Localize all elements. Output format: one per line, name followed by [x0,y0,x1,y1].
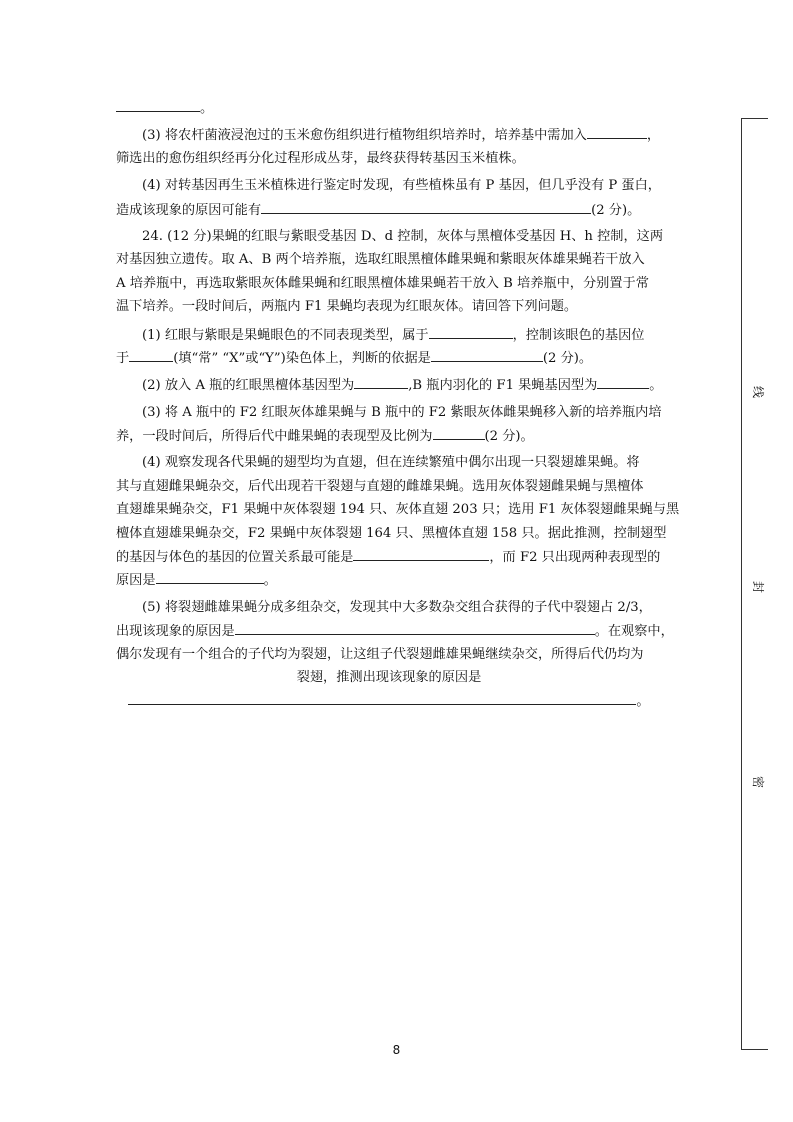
text-line: 养，一段时间后，所得后代中雌果蝇的表现型及比例为 (2 分)。 [116,424,662,447]
answer-blank[interactable] [261,198,591,214]
text-line: 对基因独立遗传。取 A、B 两个培养瓶，选取红眼黑檀体雌果蝇和紫眼灰体雄果蝇若干放入 [116,252,645,268]
answer-blank[interactable] [597,373,649,389]
answer-blank[interactable] [129,346,173,362]
text-line: (3) 将农杆菌液浸泡过的玉米愈伤组织进行植物组织培养时，培养基中需加入 ， [116,123,662,146]
answer-blank[interactable] [431,346,543,362]
answer-blank[interactable] [353,545,489,561]
text-line: 檀体直翅雄果蝇杂交，F2 果蝇中灰体裂翅 164 只、黑檀体直翅 158 只。据此推测，控制翅型 [116,525,667,541]
text-line: (3) 将 A 瓶中的 F2 红眼灰体雄果蝇与 B 瓶中的 F2 紫眼灰体雌果蝇移入新的培养瓶内培 [142,404,662,420]
binding-mark-xian: 线 [751,385,765,398]
text-line: 其与直翅雌果蝇杂交，后代出现若干裂翅与直翅的雌雄果蝇。选用灰体裂翅雌果蝇与黑檀体 [116,478,644,494]
text-line: 原因是 。 [116,568,662,591]
answer-blank[interactable] [429,323,513,339]
text-line: 直翅雄果蝇杂交，F1 果蝇中灰体裂翅 194 只、灰体直翅 203 只；选用 F1 灰体裂翅雌果蝇与黑 [116,502,680,518]
text-line: 偶尔发现有一个组合的子代均为裂翅，让这组子代裂翅雌雄果蝇继续杂交，所得后代仍均为 [116,646,644,662]
binding-mark-feng: 封 [751,580,765,593]
answer-blank[interactable] [116,96,200,112]
answer-blank[interactable] [433,424,485,440]
text-line: (4) 对转基因再生玉米植株进行鉴定时发现，有些植株虽有 P 基因，但几乎没有 P 蛋白， [142,178,661,194]
answer-blank[interactable] [235,619,595,635]
page-number: 8 [392,1043,401,1057]
answer-blank[interactable] [354,373,408,389]
text-line: (2) 放入 A 瓶的红眼黑檀体基因型为 ,B 瓶内羽化的 F1 果蝇基因型为 。 [116,373,662,396]
text-line: 出现该现象的原因是 。在观察中， [116,619,662,642]
question-24-heading: 24. (12 分)果蝇的红眼与紫眼受基因 D、d 控制，灰体与黑檀体受基因 H、h 控制，这两 [142,228,664,244]
text-line: 的基因与体色的基因的位置关系最可能是 ，而 F2 只出现两种表现型的 [116,545,662,568]
answer-blank[interactable] [156,568,264,584]
text-line: 裂翅，推测出现该现象的原因是 [296,669,482,685]
text-line: 于 (填“常” “X”或“Y”)染色体上，判断的依据是 (2 分)。 [116,346,662,369]
text-line: 温下培养。一段时间后，两瓶内 F1 果蝇均表现为红眼灰体。请回答下列问题。 [116,299,578,315]
text-line: (1) 红眼与紫眼是果蝇眼色的不同表现类型，属于 ，控制该眼色的基因位 [116,323,662,346]
text-line: A 培养瓶中，再选取紫眼灰体雌果蝇和红眼黑檀体雄果蝇若干放入 B 培养瓶中，分别置于常 [116,275,649,291]
text-line: 。 [116,689,662,712]
binding-mark-mi: 密 [751,775,765,788]
text-line: 造成该现象的原因可能有 (2 分)。 [116,198,662,221]
text-line: (5) 将裂翅雌雄果蝇分成多组杂交，发现其中大多数杂交组合获得的子代中裂翅占 2/3， [142,599,652,615]
answer-blank[interactable] [128,689,636,705]
question-text [116,96,680,713]
text-line: 。 [116,96,662,119]
answer-blank[interactable] [587,123,647,139]
text-line: (4) 观察发现各代果蝇的翅型均为直翅，但在连续繁殖中偶尔出现一只裂翅雄果蝇。将 [142,455,640,471]
text-line: 筛选出的愈伤组织经再分化过程形成丛芽，最终获得转基因玉米植株。 [116,150,525,166]
